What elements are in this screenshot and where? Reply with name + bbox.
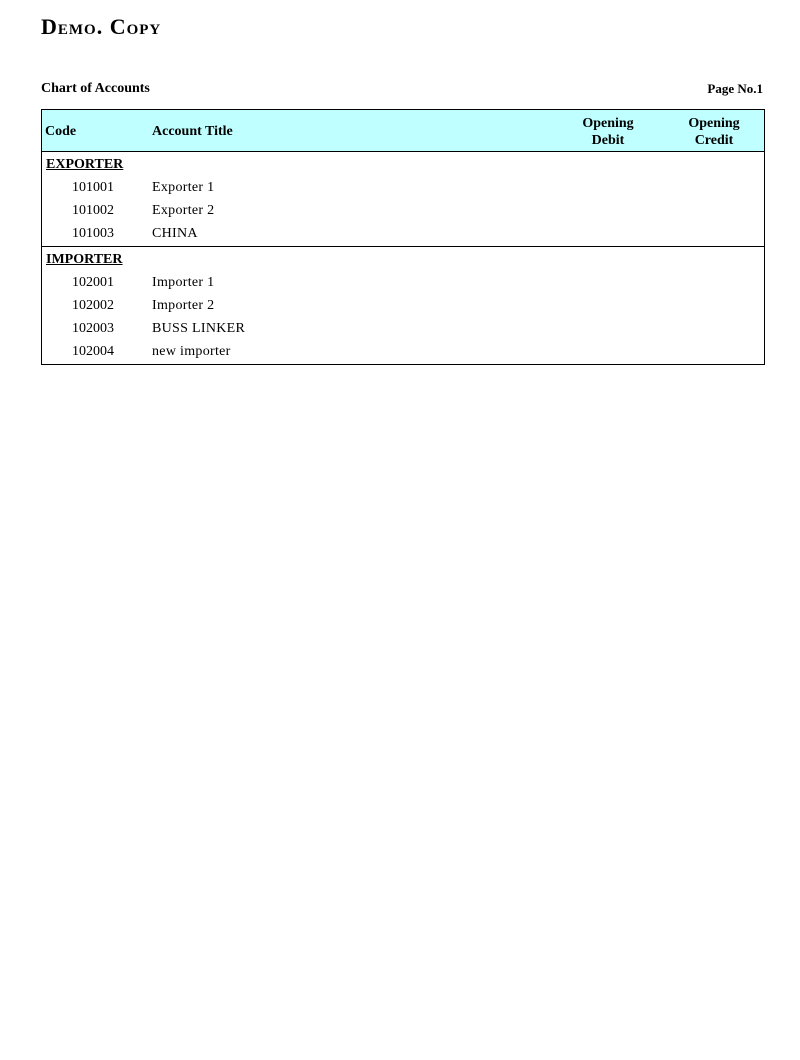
column-header-opening-debit: Opening Debit bbox=[582, 116, 634, 148]
table-header bbox=[42, 110, 764, 152]
account-code: 101002 bbox=[72, 203, 114, 218]
group-name: IMPORTER bbox=[46, 252, 123, 267]
account-code: 102002 bbox=[72, 298, 114, 313]
table-row bbox=[42, 177, 764, 200]
account-code: 101001 bbox=[72, 180, 114, 195]
account-code: 101003 bbox=[72, 226, 114, 241]
table-row bbox=[42, 223, 764, 246]
account-title: new importer bbox=[152, 344, 231, 359]
account-code: 102003 bbox=[72, 321, 114, 336]
account-title: Exporter 1 bbox=[152, 180, 215, 195]
table-row bbox=[42, 295, 764, 318]
account-code: 102004 bbox=[72, 344, 114, 359]
account-title: CHINA bbox=[152, 226, 198, 241]
table-row bbox=[42, 318, 764, 341]
table-row bbox=[42, 341, 764, 364]
account-code: 102001 bbox=[72, 275, 114, 290]
account-title: BUSS LINKER bbox=[152, 321, 246, 336]
accounts-table bbox=[41, 109, 765, 365]
account-title: Importer 2 bbox=[152, 298, 215, 313]
table-row bbox=[42, 272, 764, 295]
account-group-importer bbox=[42, 246, 764, 364]
account-title: Importer 1 bbox=[152, 275, 215, 290]
document-title: Demo. Copy bbox=[41, 14, 162, 39]
account-group-exporter bbox=[42, 152, 764, 246]
column-header-account-title: Account Title bbox=[152, 124, 233, 139]
account-title: Exporter 2 bbox=[152, 203, 215, 218]
report-name: Chart of Accounts bbox=[41, 81, 150, 96]
page-number: Page No.1 bbox=[707, 81, 763, 96]
column-header-code: Code bbox=[45, 124, 77, 139]
column-header-opening-credit: Opening Credit bbox=[688, 116, 740, 148]
table-row bbox=[42, 200, 764, 223]
group-name: EXPORTER bbox=[46, 157, 124, 172]
